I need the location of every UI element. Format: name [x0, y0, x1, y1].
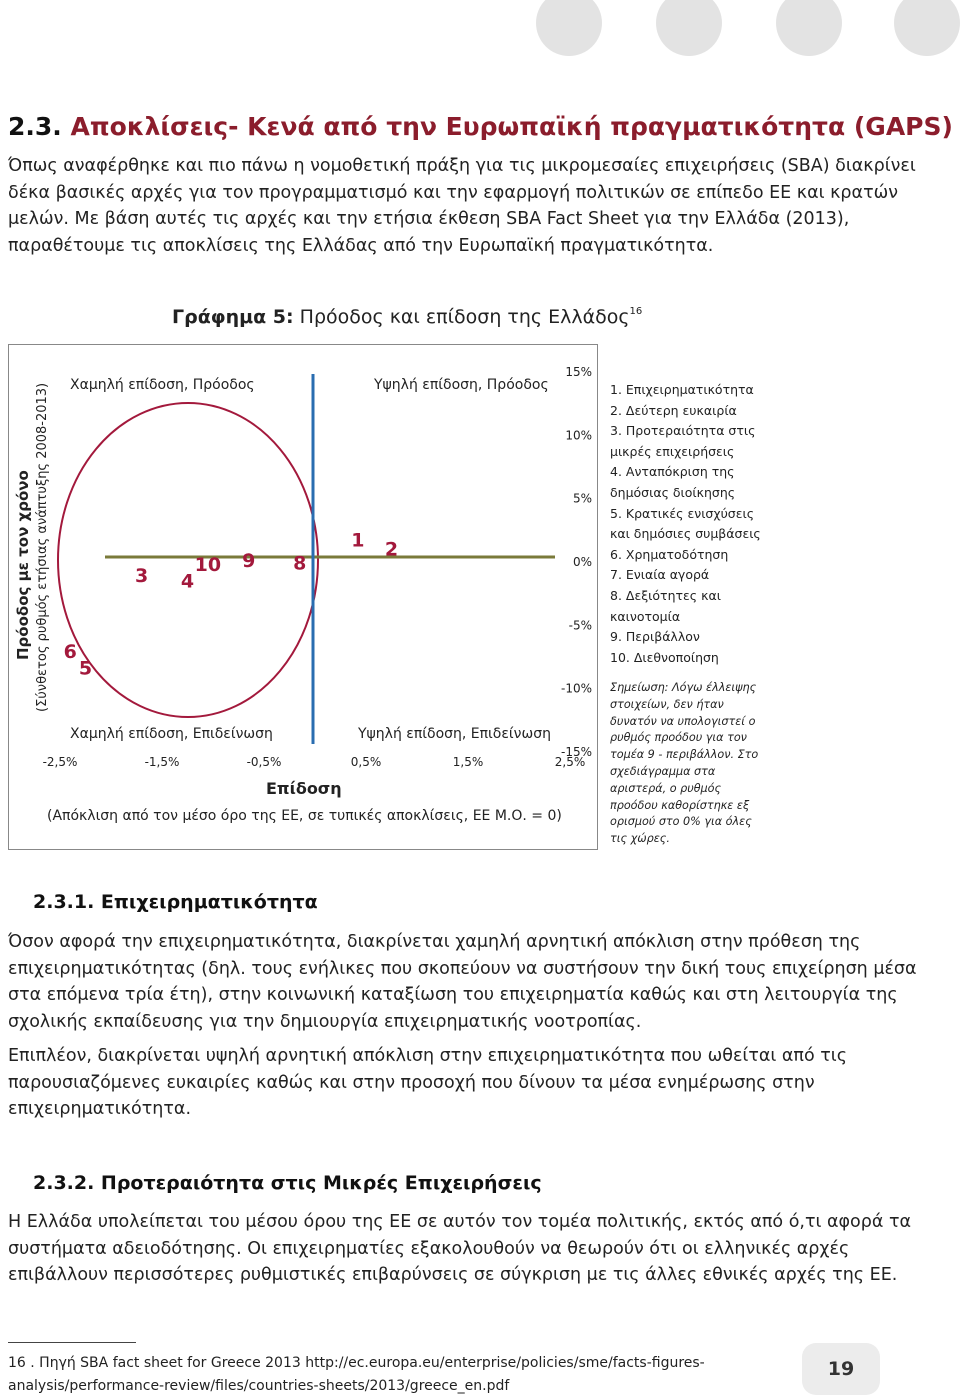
data-point-label: 9	[242, 550, 256, 572]
x-tick-label: 1,5%	[452, 755, 484, 769]
decorative-circle	[894, 0, 960, 56]
data-point-label: 10	[194, 553, 222, 576]
legend-item: 7. Ενιαία αγορά	[610, 567, 710, 583]
intro-paragraph: Όπως αναφέρθηκε και πιο πάνω η νομοθετική πράξη για τις μικρομεσαίες επιχειρήσεις (SBA) διακρίνει δέκα βασικές αρχές για τον προγραμματισμό και την εφαρμογή πολιτικών σε επίπεδο ΕΕ και κρατών μελών. Με βάση αυτές τις αρχές και την ετήσια έκθεση SBA Fact Sheet για την Ελλάδα (2013), παραθέτουμε τις αποκλίσεις της Ελλάδας από την Ευρωπαϊκή πραγματικότητα.	[8, 156, 916, 256]
legend-item: 9. Περιβάλλον	[610, 629, 700, 645]
data-point-label: 1	[351, 529, 365, 552]
chart-caption-text: Πρόοδος και επίδοση της Ελλάδος	[299, 306, 630, 328]
data-point-label: 5	[78, 657, 93, 680]
decorative-circle	[656, 0, 722, 56]
legend-item: 3. Προτεραιότητα στις μικρές επιχειρήσεις	[610, 423, 756, 459]
y-tick-label: -15%	[560, 745, 592, 759]
quadrant-label-top-right: Υψηλή επίδοση, Πρόοδος	[374, 377, 549, 393]
footnote-divider	[8, 1342, 136, 1343]
paragraph: Όσον αφορά την επιχειρηματικότητα, διακρίνεται χαμηλή αρνητική απόκλιση στην πρόθεση της επιχειρηματικότητας (δηλ. τους ενήλικες που σκοπεύουν να συστήσουν την δική τους επιχείρηση μέσα στα επόμενα τρία έτη), στην κοινωνική καταξίωση του επιχειρηματία καθώς και στη λειτουργία της σχολικής εκπαίδευσης για την δημιουργία επιχειρηματικής νοοτροπίας.	[8, 932, 917, 1032]
page-number-tab	[802, 1343, 880, 1395]
x-axis-subtitle: (Απόκλιση από τον μέσο όρο της ΕΕ, σε τυπικές αποκλίσεις, ΕΕ Μ.Ο. = 0)	[47, 808, 562, 824]
subsection-title-entrepreneurship: 2.3.1. Επιχειρηματικότητα	[33, 891, 318, 913]
page-number: 19	[827, 1358, 855, 1380]
x-axis-title: Επίδοση	[266, 779, 342, 798]
data-point-label: 4	[180, 570, 195, 593]
subsection-title-small-business: 2.3.2. Προτεραιότητα στις Μικρές Επιχειρήσεις	[33, 1172, 542, 1194]
x-tick-label: -0,5%	[246, 755, 282, 769]
data-point-label: 8	[293, 552, 307, 575]
section-title	[8, 112, 953, 141]
quadrant-label-bottom-left: Χαμηλή επίδοση, Επιδείνωση	[70, 726, 273, 742]
chart-frame	[8, 344, 598, 850]
legend-item: 6. Χρηματοδότηση	[610, 546, 729, 562]
chart-caption-footnote-ref: 16	[629, 306, 643, 317]
chart-caption	[172, 306, 642, 328]
quadrant-label-bottom-right: Υψηλή επίδοση, Επιδείνωση	[358, 726, 551, 742]
x-tick-label: -1,5%	[144, 755, 180, 769]
decorative-circle	[536, 0, 602, 56]
x-tick-label: -2,5%	[42, 755, 78, 769]
y-tick-label: 0%	[572, 555, 592, 569]
legend-item: 2. Δεύτερη ευκαιρία	[610, 402, 737, 418]
data-point-label: 6	[63, 641, 77, 664]
paragraph: Επιπλέον, διακρίνεται υψηλή αρνητική απόκλιση στην επιχειρηματικότητα που ωθείται από τις παρουσιαζόμενες ευκαιρίες καθώς και στην προσοχή που δίνουν τα μέσα ενημέρωσης στην επιχειρηματικότητα.	[8, 1046, 847, 1119]
x-tick-label: 2,5%	[554, 755, 586, 769]
y-tick-label: -10%	[560, 681, 592, 696]
y-axis-subtitle: (Σύνθετος ρυθμός ετήσιας ανάπτυξης 2008-2013)	[35, 382, 50, 712]
legend-item: 5. Κρατικές ενισχύσεις και δημόσιες συμβάσεις	[610, 505, 761, 542]
chart-note: Σημείωση: Λόγω έλλειψης στοιχείων, δεν ήταν δυνατόν να υπολογιστεί ο ρυθμός προόδου για τον τομέα 9 - περιβάλλον. Στο σχεδιάγραμμα στα αριστερά, ο ρυθμός προόδου καθορίστηκε εξ ορισμού στο 0% για όλες τις χώρες.	[610, 681, 759, 846]
footnote: 16 . Πηγή SBA fact sheet for Greece 2013 http://ec.europa.eu/enterprise/policies/sme/facts-figures-analysis/performance-review/files/countries-sheets/2013/greece_en.pdf	[8, 1355, 705, 1394]
section-heading: Αποκλίσεις- Κενά από την Ευρωπαϊκή πραγματικότητα (GAPS)	[70, 112, 953, 141]
y-tick-label: 5%	[572, 491, 592, 506]
legend-item: 10. Διεθνοποίηση	[610, 649, 719, 665]
legend-item: 8. Δεξιότητες και καινοτομία	[610, 587, 721, 624]
y-tick-label: -5%	[568, 618, 592, 633]
quadrant-label-top-left: Χαμηλή επίδοση, Πρόοδος	[70, 377, 255, 393]
y-tick-label: 10%	[565, 428, 592, 443]
data-point-label: 2	[384, 538, 399, 561]
legend-item: 4. Ανταπόκριση της δημόσιας διοίκησης	[610, 464, 736, 500]
y-axis-title: Πρόοδος με τον χρόνο	[14, 470, 32, 660]
paragraph: Η Ελλάδα υπολείπεται του μέσου όρου της ΕΕ σε αυτόν τον τομέα πολιτικής, εκτός από ό,τι αφορά τα συστήματα αδειοδότησης. Οι επιχειρηματίες εξακολουθούν να θεωρούν ότι οι ελληνικές αρχές επιβάλλουν περισσότερες ρυθμιστικές επιβαρύνσεις σε σύγκριση με τις άλλες εθνικές αρχές της ΕΕ.	[8, 1212, 912, 1285]
legend-item: 1. Επιχειρηματικότητα	[610, 382, 754, 397]
chart-caption-label: Γράφημα 5:	[172, 306, 294, 328]
decorative-circle	[776, 0, 842, 56]
data-point-label: 3	[134, 565, 149, 588]
y-tick-label: 15%	[565, 365, 592, 379]
x-tick-label: 0,5%	[350, 755, 382, 769]
chart-legend	[610, 380, 770, 668]
section-number: 2.3.	[8, 112, 62, 141]
